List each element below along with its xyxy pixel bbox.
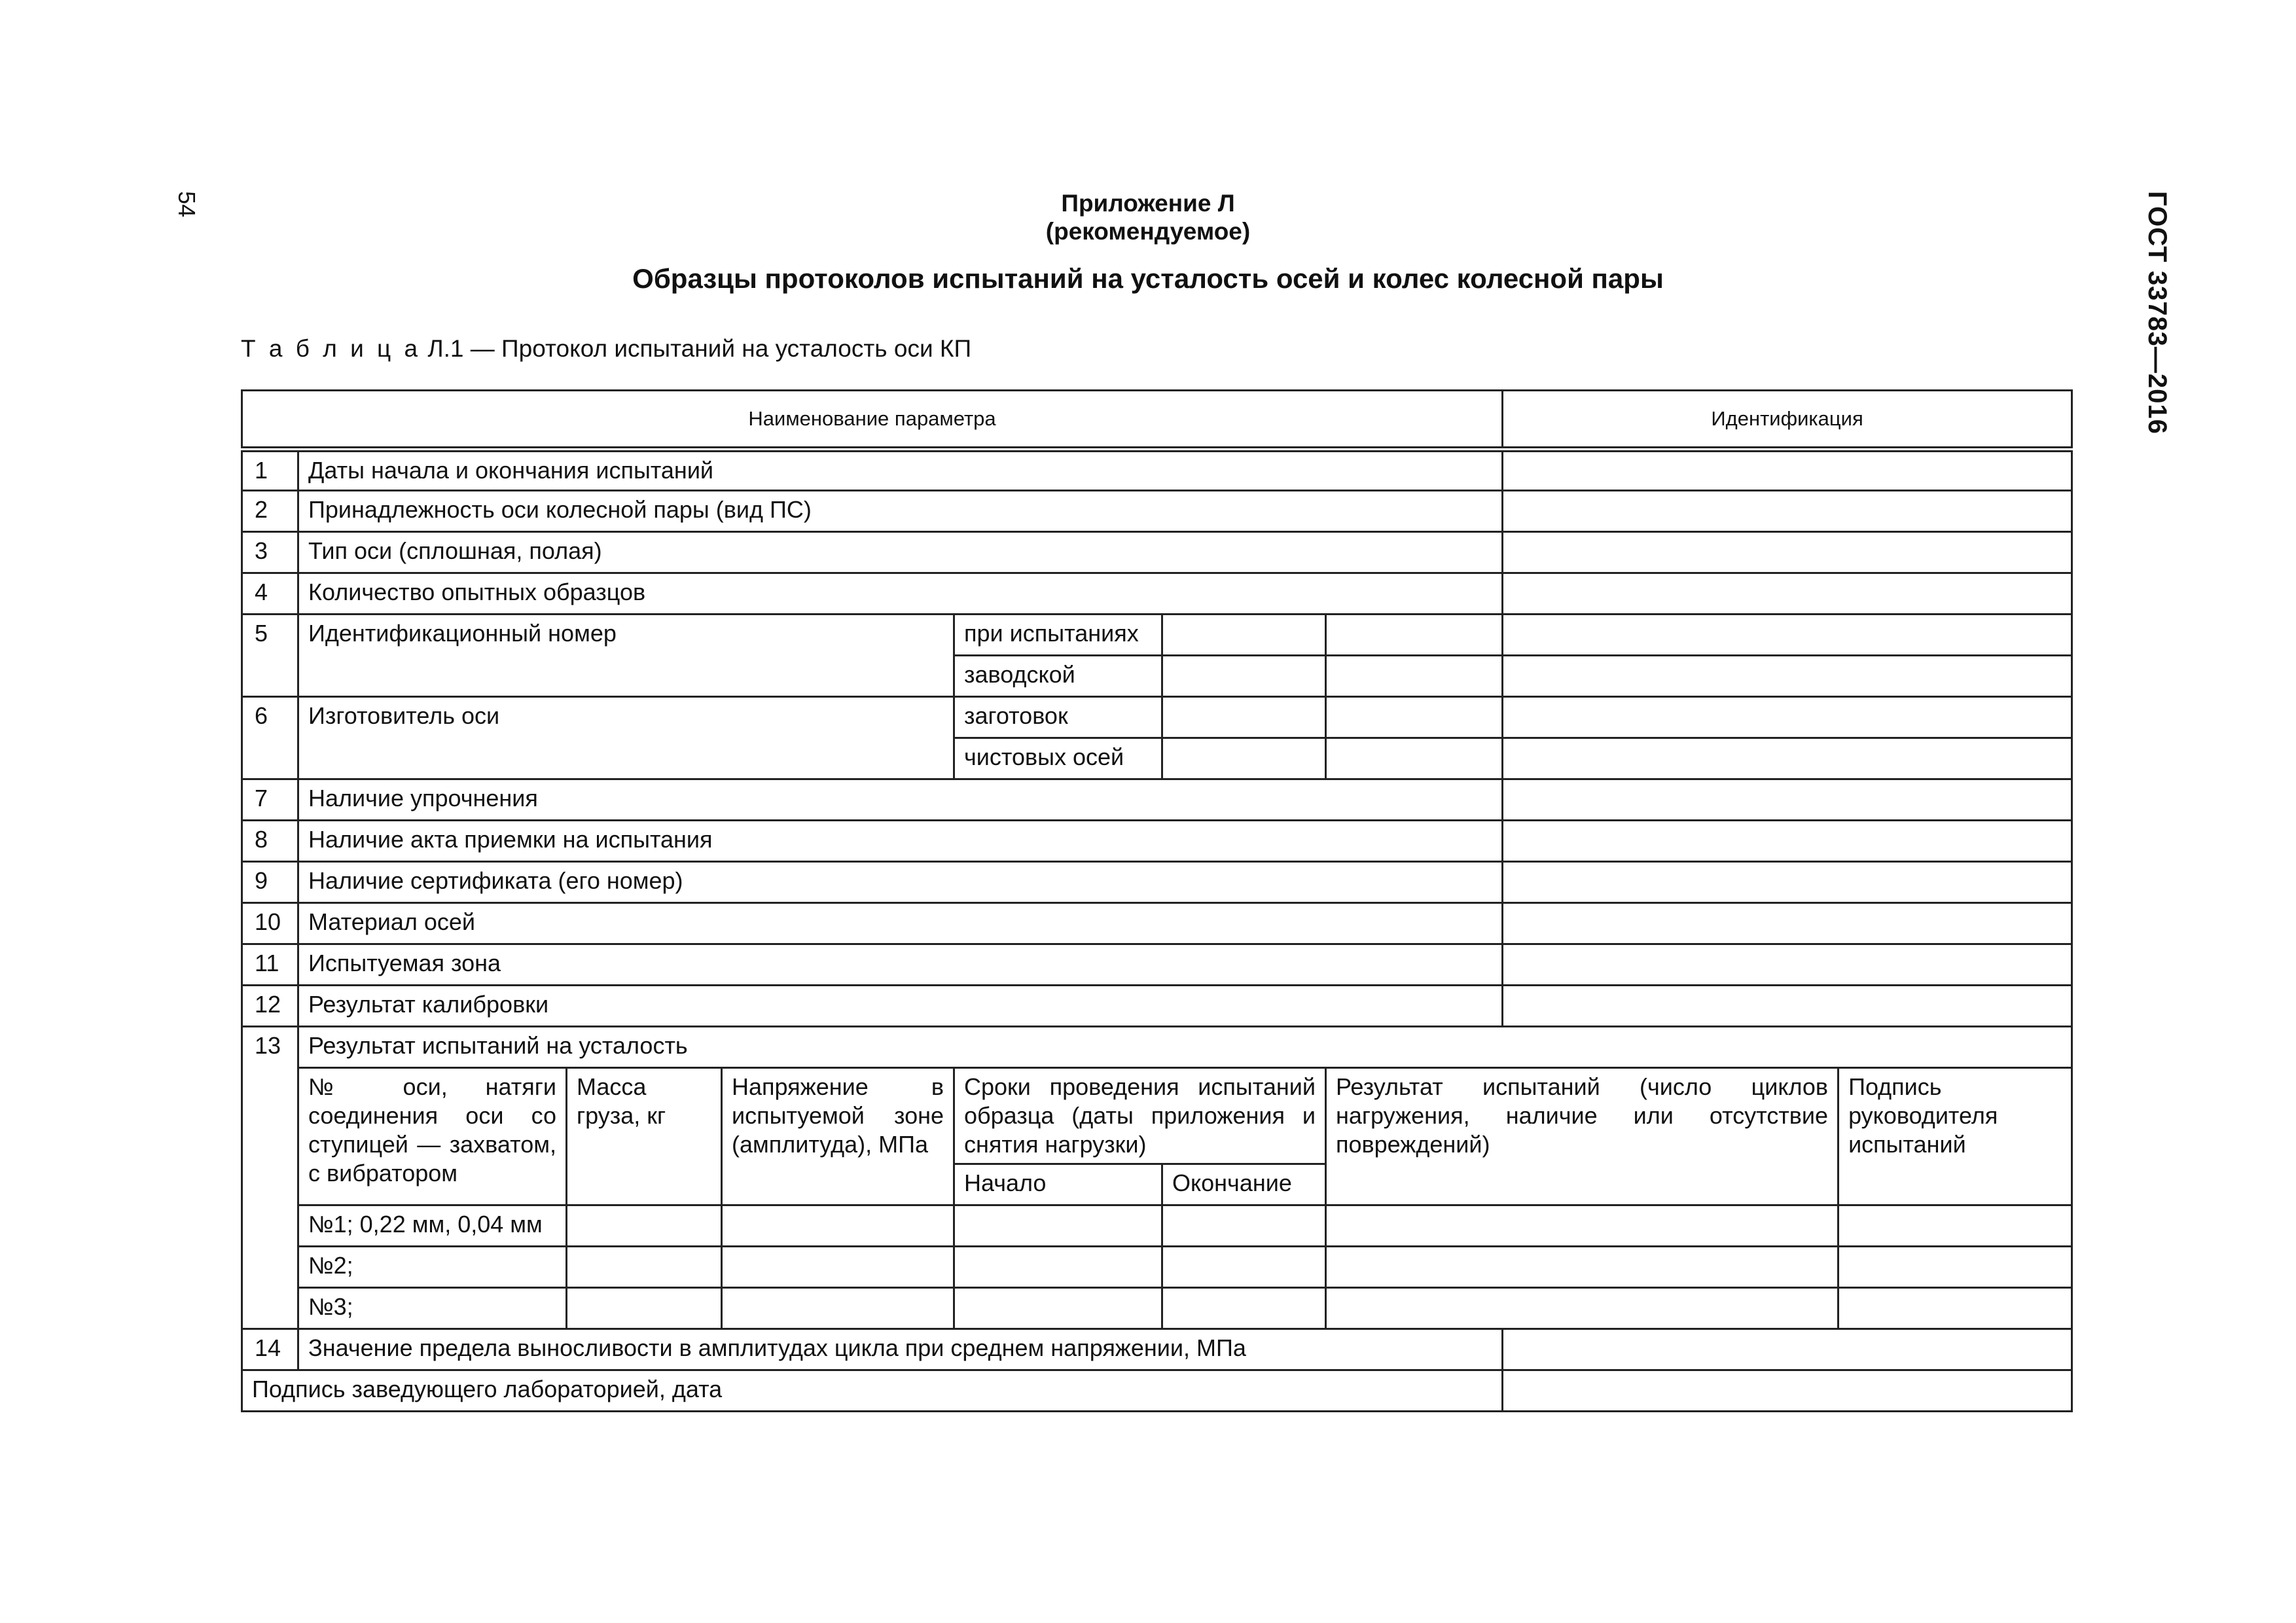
row-number: 12 xyxy=(242,986,298,1027)
table-header-row xyxy=(242,391,2072,450)
sub-value-cell[interactable] xyxy=(1326,738,1503,779)
fatigue-axle-value: №3; xyxy=(298,1288,567,1329)
fatigue-cell[interactable] xyxy=(1162,1205,1326,1247)
sub-label: заготовок xyxy=(954,697,1162,738)
fatigue-cell[interactable] xyxy=(1326,1247,1839,1288)
row-label: Даты начала и окончания испытаний xyxy=(298,450,1503,491)
fatigue-cell[interactable] xyxy=(1162,1247,1326,1288)
table-row xyxy=(242,862,2072,903)
fatigue-col-dates: Сроки проведения испытаний образца (даты приложения и снятия нагрузки) xyxy=(954,1068,1326,1164)
sub-label: чистовых осей xyxy=(954,738,1162,779)
ident-cell[interactable] xyxy=(1503,573,2072,615)
ident-cell[interactable] xyxy=(1503,1329,2072,1370)
sub-value-cell[interactable] xyxy=(1162,697,1326,738)
standard-designation: ГОСТ 33783—2016 xyxy=(2143,191,2172,435)
fatigue-row xyxy=(242,1247,2072,1288)
lab-head-signature-label: Подпись заведующего лабораторией, дата xyxy=(242,1370,1503,1412)
row-number: 14 xyxy=(242,1329,298,1370)
sub-value-cell[interactable] xyxy=(1162,615,1326,656)
ident-cell[interactable] xyxy=(1503,656,2072,697)
fatigue-cell[interactable] xyxy=(954,1247,1162,1288)
fatigue-row xyxy=(242,1205,2072,1247)
table-row xyxy=(242,697,2072,738)
sub-value-cell[interactable] xyxy=(1326,615,1503,656)
table-row xyxy=(242,491,2072,532)
row-label: Испытуемая зона xyxy=(298,944,1503,986)
fatigue-col-axle: № оси, натяги соединения оси со ступицей — захватом, с вибратором xyxy=(298,1068,567,1205)
ident-cell[interactable] xyxy=(1503,821,2072,862)
sub-label: заводской xyxy=(954,656,1162,697)
ident-cell[interactable] xyxy=(1503,986,2072,1027)
table-row xyxy=(242,779,2072,821)
lab-head-signature-cell[interactable] xyxy=(1503,1370,2072,1412)
ident-cell[interactable] xyxy=(1503,903,2072,944)
row-number: 7 xyxy=(242,779,298,821)
fatigue-axle-value: №2; xyxy=(298,1247,567,1288)
row-label: Значение предела выносливости в амплитудах цикла при среднем напряжении, МПа xyxy=(298,1329,1503,1370)
row-number: 3 xyxy=(242,532,298,573)
fatigue-cell[interactable] xyxy=(954,1205,1162,1247)
row-label: Идентификационный номер xyxy=(298,615,954,697)
table-row xyxy=(242,1027,2072,1068)
ident-cell[interactable] xyxy=(1503,738,2072,779)
table-caption xyxy=(241,335,971,363)
row-number: 10 xyxy=(242,903,298,944)
row-label: Принадлежность оси колесной пары (вид ПС) xyxy=(298,491,1503,532)
ident-cell[interactable] xyxy=(1503,491,2072,532)
row-number: 5 xyxy=(242,615,298,697)
table-row xyxy=(242,986,2072,1027)
header-ident: Идентификация xyxy=(1503,391,2072,450)
table-row xyxy=(242,615,2072,656)
sub-value-cell[interactable] xyxy=(1162,656,1326,697)
sub-value-cell[interactable] xyxy=(1326,697,1503,738)
row-label: Наличие акта приемки на испытания xyxy=(298,821,1503,862)
sub-value-cell[interactable] xyxy=(1162,738,1326,779)
fatigue-cell[interactable] xyxy=(1839,1247,2072,1288)
row-number: 1 xyxy=(242,450,298,491)
fatigue-header-row xyxy=(242,1068,2072,1164)
table-row xyxy=(242,450,2072,491)
row-number: 6 xyxy=(242,697,298,779)
table-row xyxy=(242,1329,2072,1370)
fatigue-col-mass: Масса груза, кг xyxy=(567,1068,722,1205)
table-row xyxy=(242,532,2072,573)
fatigue-axle-value: №1; 0,22 мм, 0,04 мм xyxy=(298,1205,567,1247)
sub-value-cell[interactable] xyxy=(1326,656,1503,697)
fatigue-cell[interactable] xyxy=(1162,1288,1326,1329)
row-label: Результат испытаний на усталость xyxy=(298,1027,2072,1068)
fatigue-col-start: Начало xyxy=(954,1164,1162,1205)
appendix-status: (рекомендуемое) xyxy=(1045,218,1251,245)
row-number: 4 xyxy=(242,573,298,615)
row-label: Материал осей xyxy=(298,903,1503,944)
fatigue-row xyxy=(242,1288,2072,1329)
ident-cell[interactable] xyxy=(1503,697,2072,738)
table-row xyxy=(242,821,2072,862)
row-number: 9 xyxy=(242,862,298,903)
table-row xyxy=(242,903,2072,944)
row-number: 13 xyxy=(242,1027,298,1329)
table-caption-text: Л.1 — Протокол испытаний на усталость оси КП xyxy=(421,335,972,362)
page-number: 54 xyxy=(173,191,200,218)
table-row xyxy=(242,573,2072,615)
ident-cell[interactable] xyxy=(1503,944,2072,986)
table-caption-prefix: Т а б л и ц а xyxy=(241,335,422,362)
fatigue-cell[interactable] xyxy=(722,1288,954,1329)
sub-label: при испытаниях xyxy=(954,615,1162,656)
ident-cell[interactable] xyxy=(1503,779,2072,821)
appendix-heading: Образцы протоколов испытаний на усталость осей и колес колесной пары xyxy=(632,263,1664,294)
fatigue-cell[interactable] xyxy=(1326,1288,1839,1329)
fatigue-col-result: Результат испытаний (число циклов нагружения, наличие или отсутствие повреждений) xyxy=(1326,1068,1839,1205)
row-label: Результат калибровки xyxy=(298,986,1503,1027)
row-number: 8 xyxy=(242,821,298,862)
fatigue-cell[interactable] xyxy=(1326,1205,1839,1247)
header-param: Наименование параметра xyxy=(242,391,1503,450)
ident-cell[interactable] xyxy=(1503,615,2072,656)
protocol-table xyxy=(241,389,2073,1412)
fatigue-cell[interactable] xyxy=(567,1247,722,1288)
fatigue-cell[interactable] xyxy=(722,1247,954,1288)
footer-row xyxy=(242,1370,2072,1412)
fatigue-cell[interactable] xyxy=(1839,1288,2072,1329)
row-label: Количество опытных образцов xyxy=(298,573,1503,615)
fatigue-cell[interactable] xyxy=(1839,1205,2072,1247)
ident-cell[interactable] xyxy=(1503,862,2072,903)
row-number: 11 xyxy=(242,944,298,986)
row-number: 2 xyxy=(242,491,298,532)
fatigue-cell[interactable] xyxy=(567,1205,722,1247)
fatigue-col-stress: Напряжение в испытуемой зоне (амплитуда), МПа xyxy=(722,1068,954,1205)
row-label: Тип оси (сплошная, полая) xyxy=(298,532,1503,573)
row-label: Наличие упрочнения xyxy=(298,779,1503,821)
ident-cell[interactable] xyxy=(1503,532,2072,573)
table-row xyxy=(242,944,2072,986)
row-label: Изготовитель оси xyxy=(298,697,954,779)
fatigue-cell[interactable] xyxy=(567,1288,722,1329)
row-label: Наличие сертификата (его номер) xyxy=(298,862,1503,903)
fatigue-col-end: Окончание xyxy=(1162,1164,1326,1205)
appendix-title: Приложение Л xyxy=(1061,190,1235,217)
fatigue-col-signature: Подпись руководителя испытаний xyxy=(1839,1068,2072,1205)
fatigue-cell[interactable] xyxy=(954,1288,1162,1329)
fatigue-cell[interactable] xyxy=(722,1205,954,1247)
ident-cell[interactable] xyxy=(1503,450,2072,491)
